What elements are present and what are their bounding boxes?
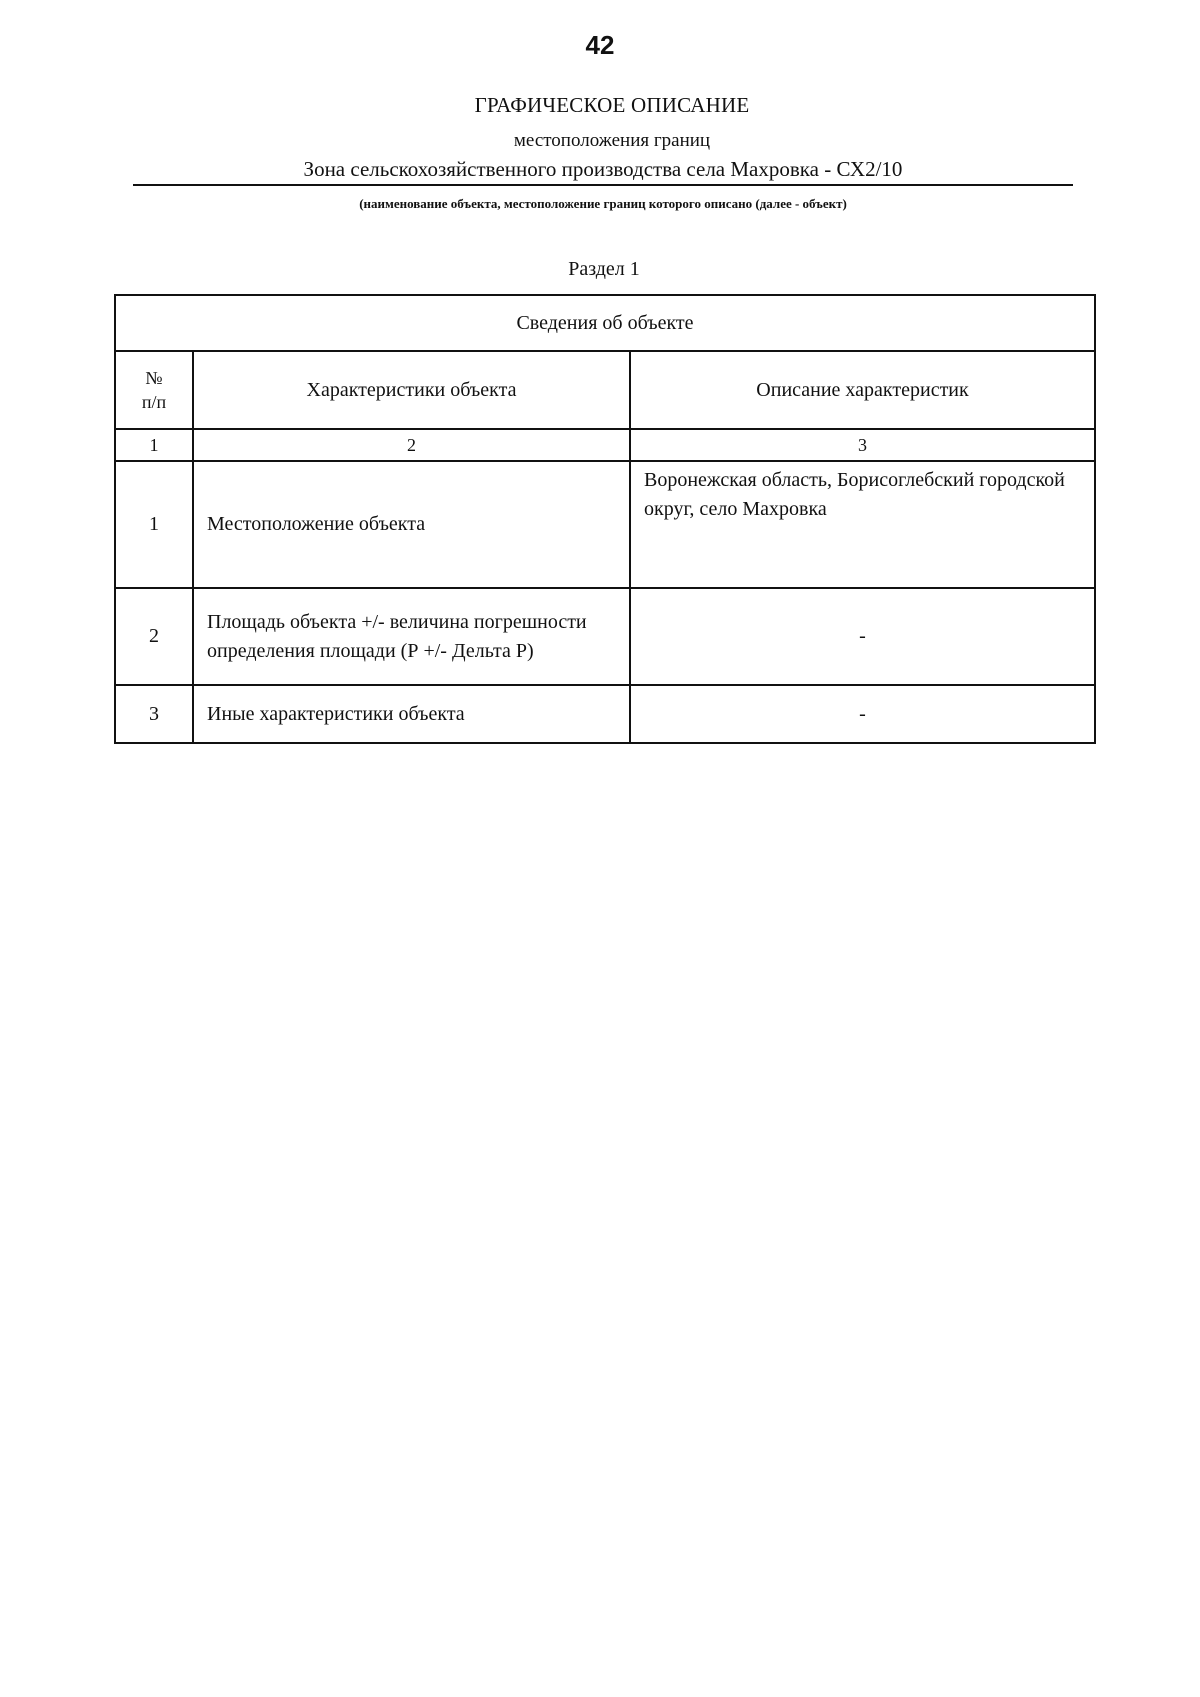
column-index-2: 2 bbox=[193, 429, 630, 461]
table-row bbox=[115, 588, 1095, 685]
table-row bbox=[115, 685, 1095, 743]
object-name: Зона сельскохозяйственного производства села Махровка - СХ2/10 bbox=[133, 157, 1073, 186]
column-index-1: 1 bbox=[115, 429, 193, 461]
row-number: 3 bbox=[115, 685, 193, 743]
column-index-3: 3 bbox=[630, 429, 1095, 461]
row-characteristic: Площадь объекта +/- величина погрешности определения площади (Р +/- Дельта Р) bbox=[193, 588, 630, 685]
column-header-number bbox=[115, 351, 193, 429]
row-number: 1 bbox=[115, 461, 193, 588]
row-characteristic: Местоположение объекта bbox=[193, 461, 630, 588]
row-description: - bbox=[630, 685, 1095, 743]
document-title: ГРАФИЧЕСКОЕ ОПИСАНИЕ bbox=[474, 93, 750, 117]
column-header-description: Описание характеристик bbox=[630, 351, 1095, 429]
table-caption: Сведения об объекте bbox=[115, 295, 1095, 351]
document-subtitle: местоположения границ bbox=[513, 130, 711, 151]
column-header-characteristic: Характеристики объекта bbox=[193, 351, 630, 429]
row-characteristic: Иные характеристики объекта bbox=[193, 685, 630, 743]
row-description: - bbox=[630, 588, 1095, 685]
column-header-number-abbr: п/п bbox=[141, 392, 167, 412]
object-info-table bbox=[114, 294, 1096, 744]
table-header-row bbox=[115, 351, 1095, 429]
object-name-caption: (наименование объекта, местоположение границ которого описано (далее - объект) bbox=[359, 196, 847, 211]
table-caption-row bbox=[115, 295, 1095, 351]
column-index-row bbox=[115, 429, 1095, 461]
column-header-number-symbol: № bbox=[145, 367, 163, 388]
section-label: Раздел 1 bbox=[568, 258, 640, 280]
table-row bbox=[115, 461, 1095, 588]
row-number: 2 bbox=[115, 588, 193, 685]
row-description: Воронежская область, Борисоглебский городской округ, село Махровка bbox=[630, 461, 1095, 588]
page-number: 42 bbox=[585, 30, 615, 60]
